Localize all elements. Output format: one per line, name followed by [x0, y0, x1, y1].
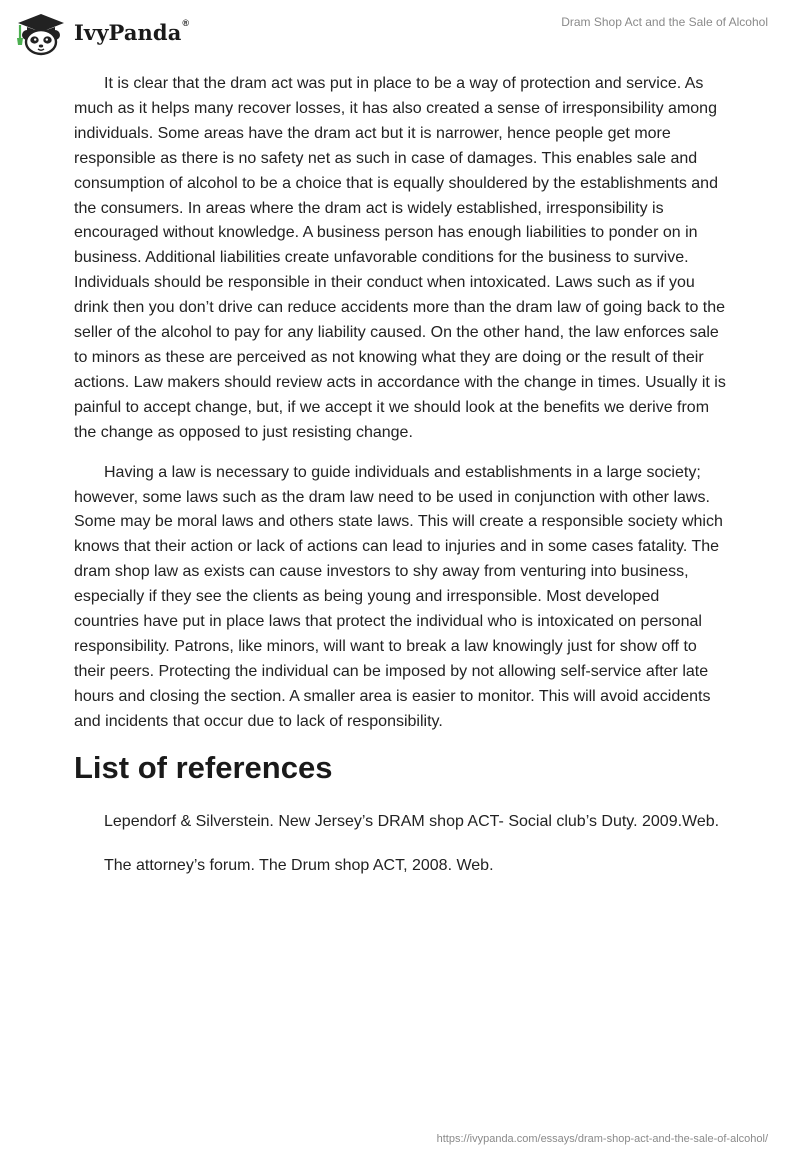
essay-content: [74, 72, 728, 897]
document-title: Dram Shop Act and the Sale of Alcohol: [561, 15, 768, 29]
ivypanda-logo[interactable]: [14, 8, 189, 56]
source-url[interactable]: https://ivypanda.com/essays/dram-shop-act-and-the-sale-of-alcohol/: [436, 1133, 768, 1145]
body-paragraph: Having a law is necessary to guide individuals and establishments in a large society; however, some laws such as the dram law need to be used in conjunction with other laws. Some may be moral laws and others state laws. This will create a responsible society which knows that their action or lack of actions can lead to injuries and in some cases fatality. The dram shop law as exists can cause investors to shy away from venturing into business, especially if they see the clients as being young and irresponsible. Most developed countries have put in place laws that protect the individual who is intoxicated on personal responsibility. Patrons, like minors, will want to break a law knowingly just for show off to their peers. Protecting the individual can be imposed by not allowing self-service after late hours and closing the section. A smaller area is easier to monitor. This will avoid accidents and incidents that occur due to lack of responsibility.: [74, 463, 723, 730]
page-header: [0, 0, 800, 64]
reference-item: Lependorf & Silverstein. New Jersey’s DRAM shop ACT- Social club’s Duty. 2009.Web.: [104, 812, 720, 830]
registered-mark: ®: [182, 17, 190, 28]
references-heading: List of references: [74, 749, 333, 785]
panda-graduation-cap-icon: [14, 8, 66, 56]
brand-name-text: IvyPanda: [74, 19, 182, 45]
brand-name: [74, 17, 190, 45]
body-paragraph: It is clear that the dram act was put in place to be a way of protection and service. As much as it helps many recover losses, it has also created a sense of irresponsibility among individuals. Some areas have the dram act but it is narrower, hence people get more responsible as there is no safety net as such in case of damages. This enables sale and consumption of alcohol to be a choice that is equally shouldered by the establishments and the consumers. In areas where the dram act is widely established, irresponsibility is encouraged without knowledge. A business person has enough liabilities to ponder on in business. Additional liabilities create unfavorable conditions for the business to survive. Individuals should be responsible in their conduct when intoxicated. Laws such as if you drink then you don’t drive can reduce accidents more than the dram law of going back to the seller of the alcohol to pay for any liability caused. On the other hand, the law enforces sale to minors as these are perceived as not knowing what they are doing or the result of their actions. Law makers should review acts in accordance with the change in times. Usually it is painful to accept change, but, if we accept it we should look at the benefits we derive from the change as opposed to just resisting change.: [74, 75, 726, 441]
reference-item: The attorney’s forum. The Drum shop ACT, 2008. Web.: [104, 856, 494, 874]
